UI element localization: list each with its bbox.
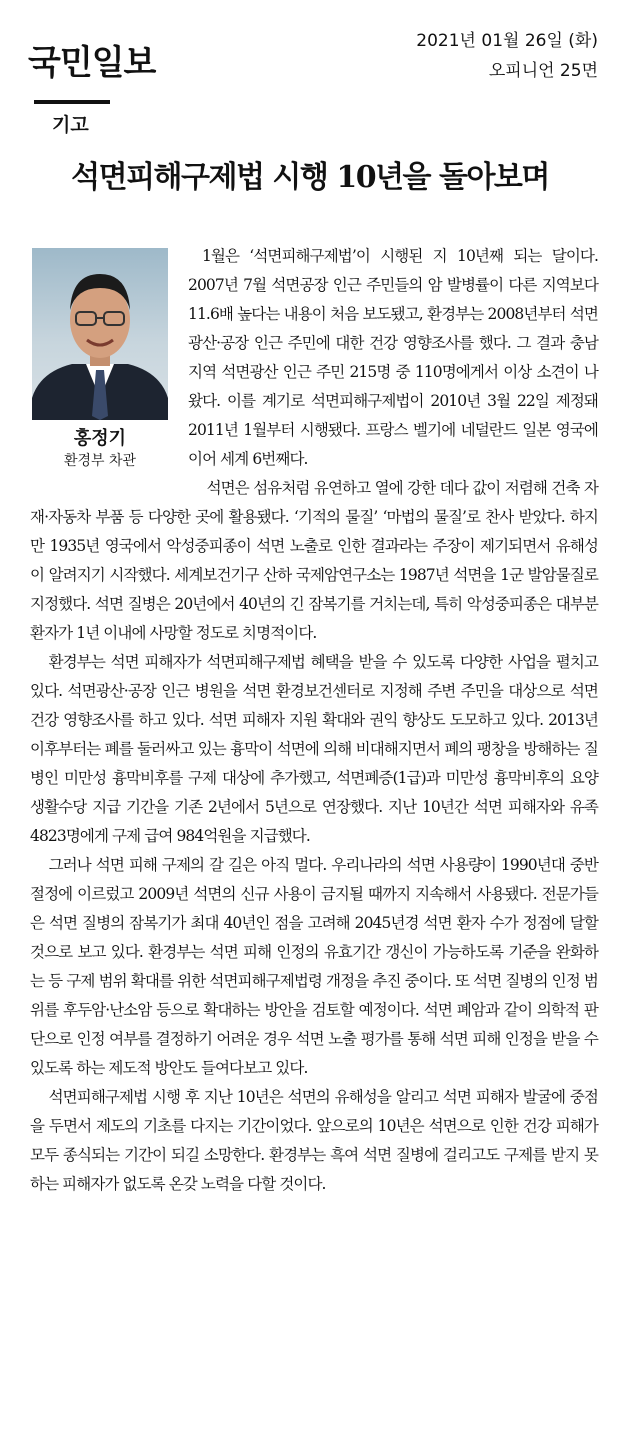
publication-meta	[416, 26, 598, 86]
author-title: 환경부 차관	[63, 453, 137, 469]
article-paragraph: 그러나 석면 피해 구제의 갈 길은 아직 멀다. 우리나라의 석면 사용량이 1990년대 중반 절정에 이르렀고 2009년 석면의 신규 사용이 금지될 때까지 지속해서 사용됐다. 전문가들은 석면 질병의 잠복기가 최대 40년인 점을 고려해 2045년경 석면 환자 수가 정점에 달할 것으로 보고 있다. 환경부는 석면 피해 인정의 유효기간 갱신이 가능하도록 기준을 완화하는 등 구제 범위 확대를 위한 석면피해구제법령 개정을 추진 중이다. 또 석면 질병의 인정 범위를 후두암·난소암 등으로 확대하는 방안을 검토할 예정이다. 석면 폐암과 같이 의학적 판단으로 인정 여부를 결정하기 어려운 경우 석면 노출 평가를 통해 석면 피해 인정을 받을 수 있도록 하는 제도적 방안도 들여다보고 있다.	[30, 856, 598, 1077]
article-body	[30, 242, 598, 1199]
article-paragraph: 1월은 ‘석면피해구제법’이 시행된 지 10년째 되는 달이다. 2007년 7월 석면공장 인근 주민들의 암 발병률이 다른 지역보다 11.6배 높다는 내용이 처음 보도됐고, 환경부는 2008년부터 석면광산·공장 인근 주민에 대한 건강 영향조사를 했다. 그 결과 충남 지역 석면광산 인근 주민 215명 중 110명에게서 이상 소견이 나왔다. 이를 계기로 석면피해구제법이 2010년 3월 22일 제정돼 2011년 1월부터 시행됐다. 프랑스 벨기에 네덜란드 일본 영국에 이어 세계 6번째다.	[188, 247, 598, 468]
newspaper-logo: 국민일보	[28, 43, 156, 83]
headline: 석면피해구제법 시행 10년을 돌아보며	[71, 160, 549, 195]
article-paragraph: 석면피해구제법 시행 후 지난 10년은 석면의 유해성을 알리고 석면 피해자 발굴에 중점을 두면서 제도의 기초를 다지는 기간이었다. 앞으로의 10년은 석면으로 인한 건강 피해가 모두 종식되는 기간이 되길 소망한다. 환경부는 흑여 석면 질병에 걸리고도 구제를 받지 못하는 피해자가 없도록 온갖 노력을 다할 것이다.	[30, 1088, 598, 1193]
section-rule	[34, 100, 110, 104]
article-paragraph: 환경부는 석면 피해자가 석면피해구제법 혜택을 받을 수 있도록 다양한 사업을 펼치고 있다. 석면광산·공장 인근 병원을 석면 환경보건센터로 지정해 주변 주민을 대상으로 석면 건강 영향조사를 하고 있다. 석면 피해자 지원 확대와 권익 향상도 도모하고 있다. 2013년 이후부터는 폐를 둘러싸고 있는 흉막이 석면에 의해 비대해지면서 폐의 팽창을 방해하는 질병인 미만성 흉막비후를 구제 대상에 추가했고, 석면폐증(1급)과 미만성 흉막비후의 요양 생활수당 지급 기간을 기존 2년에서 5년으로 연장했다. 지난 10년간 석면 피해자와 유족 4823명에게 구제 급여 984억원을 지급했다.	[30, 653, 598, 845]
photo-float-space	[30, 242, 188, 499]
article-paragraph: 석면은 섬유처럼 유연하고 열에 강한 데다 값이 저렴해 건축 자재·자동차 부품 등 다양한 곳에 활용됐다. ‘기적의 물질’ ‘마법의 물질’로 찬사 받았다. 하지만 1935년 영국에서 악성중피종이 석면 노출로 인한 결과라는 주장이 제기되면서 유해성이 알려지기 시작했다. 세계보건기구 산하 국제암연구소는 1987년 석면을 1군 발암물질로 지정했다. 석면 질병은 20년에서 40년의 긴 잠복기를 거치는데, 특히 악성중피종은 대부분 환자가 1년 이내에 사망할 정도로 치명적이다.	[30, 479, 598, 642]
publication-date: 2021년 01월 26일 (화)	[416, 31, 598, 51]
author-name: 홍정기	[73, 428, 127, 449]
page-label: 오피니언 25면	[488, 61, 598, 81]
section-label: 기고	[52, 114, 89, 136]
